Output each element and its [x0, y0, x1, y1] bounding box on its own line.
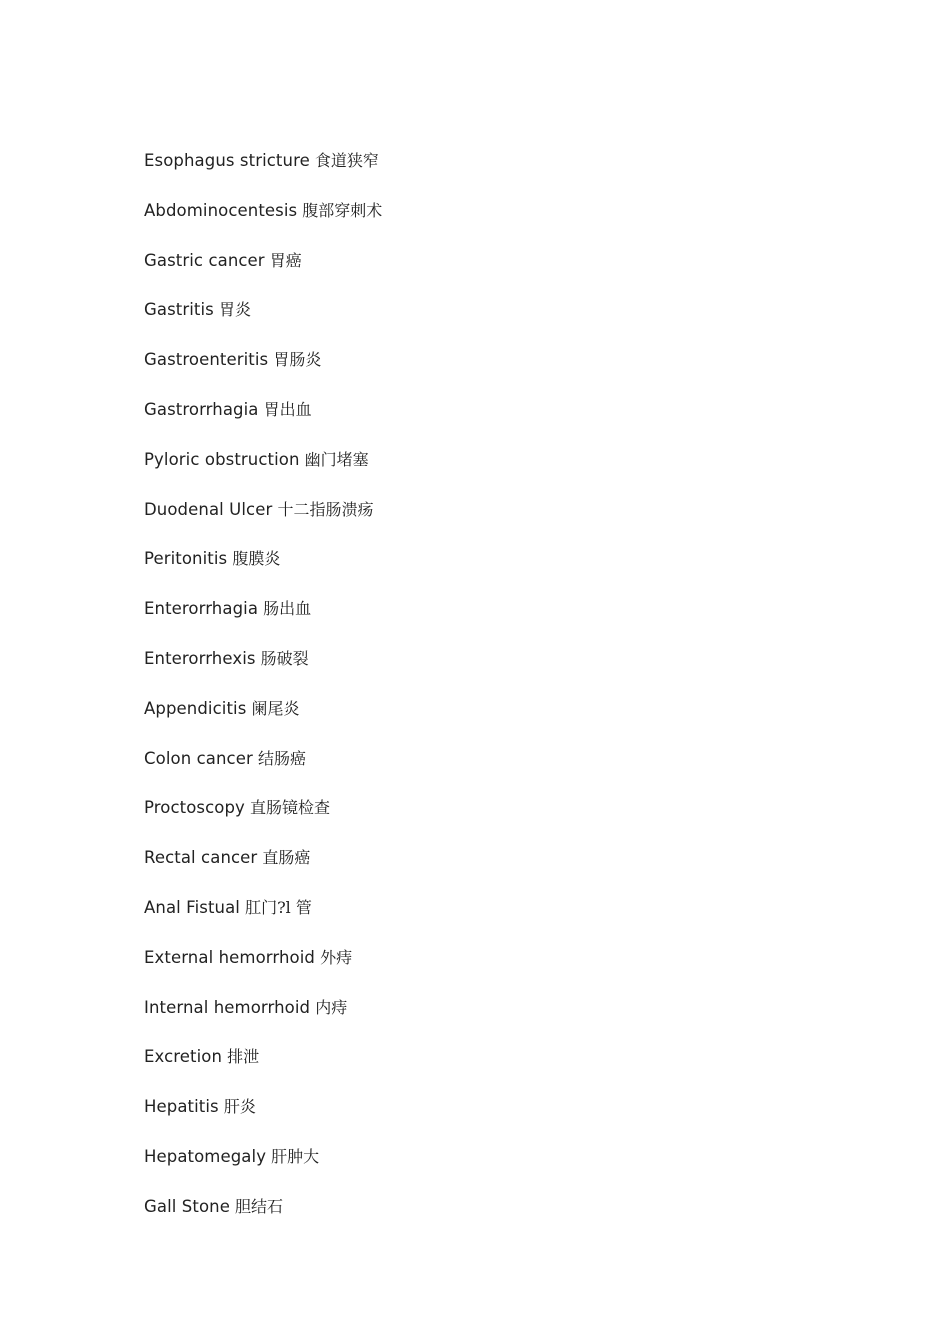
term-item [144, 645, 382, 695]
term-english: Enterorrhagia [144, 599, 259, 619]
term-item [144, 1043, 382, 1093]
term-chinese: 排泄 [222, 1047, 260, 1067]
term-item [144, 197, 382, 247]
term-english: Gall Stone [144, 1196, 230, 1216]
term-chinese: 胃癌 [264, 250, 302, 270]
term-english: Anal Fistual [144, 897, 240, 917]
term-english: Gastroenteritis [144, 350, 269, 370]
term-chinese: 胃出血 [258, 399, 312, 419]
term-item [144, 296, 382, 346]
term-english: Colon cancer [144, 748, 253, 768]
term-item [144, 1143, 382, 1193]
term-chinese: 直肠癌 [257, 848, 311, 868]
term-item [144, 844, 382, 894]
term-chinese: 结肠癌 [252, 748, 306, 768]
term-english: Proctoscopy [144, 798, 245, 818]
term-chinese: 肝炎 [218, 1097, 256, 1117]
term-item [144, 147, 382, 197]
term-item [144, 346, 382, 396]
term-chinese: 腹部穿刺术 [297, 200, 383, 220]
term-english: Gastritis [144, 300, 214, 320]
term-english: Hepatitis [144, 1097, 219, 1117]
term-chinese: 胃肠炎 [268, 350, 322, 370]
term-item [144, 1093, 382, 1143]
term-chinese: 直肠镜检查 [244, 798, 331, 818]
term-english: Excretion [144, 1047, 223, 1067]
term-english: Esophagus stricture [144, 151, 310, 170]
term-chinese: 胃炎 [213, 300, 251, 320]
term-chinese: 食道狭窄 [309, 151, 379, 170]
term-english: Abdominocentesis [144, 200, 298, 220]
term-chinese: 阑尾炎 [246, 698, 300, 718]
term-english: Peritonitis [144, 549, 228, 569]
term-item [144, 944, 382, 994]
term-item [144, 446, 382, 496]
term-english: Pyloric obstruction [144, 449, 300, 469]
term-item [144, 994, 382, 1044]
term-item [144, 1193, 382, 1243]
term-english: Gastric cancer [144, 250, 265, 270]
term-english: Gastrorrhagia [144, 399, 259, 419]
term-item [144, 695, 382, 745]
term-item [144, 894, 382, 944]
term-chinese: 肝肿大 [266, 1146, 320, 1166]
term-english: External hemorrhoid [144, 947, 315, 967]
term-list [144, 147, 382, 1243]
term-english: Duodenal Ulcer [144, 499, 273, 519]
term-item [144, 545, 382, 595]
term-chinese: 肛门?l 管 [239, 897, 312, 917]
term-chinese: 腹膜炎 [227, 549, 281, 569]
term-english: Enterorrhexis [144, 648, 256, 668]
term-chinese: 幽门堵塞 [299, 449, 369, 469]
term-item [144, 745, 382, 795]
term-english: Rectal cancer [144, 848, 258, 868]
term-chinese: 外痔 [314, 947, 353, 967]
term-item [144, 396, 382, 446]
term-item [144, 794, 382, 844]
term-english: Internal hemorrhoid [144, 997, 311, 1017]
term-item [144, 496, 382, 546]
term-item [144, 595, 382, 645]
term-english: Hepatomegaly [144, 1146, 267, 1166]
term-chinese: 肠出血 [258, 599, 312, 619]
term-chinese: 胆结石 [229, 1196, 284, 1216]
term-chinese: 肠破裂 [255, 648, 309, 668]
term-item [144, 247, 382, 297]
term-chinese: 十二指肠溃疡 [272, 499, 374, 519]
term-chinese: 内痔 [310, 997, 348, 1017]
term-english: Appendicitis [144, 698, 247, 718]
